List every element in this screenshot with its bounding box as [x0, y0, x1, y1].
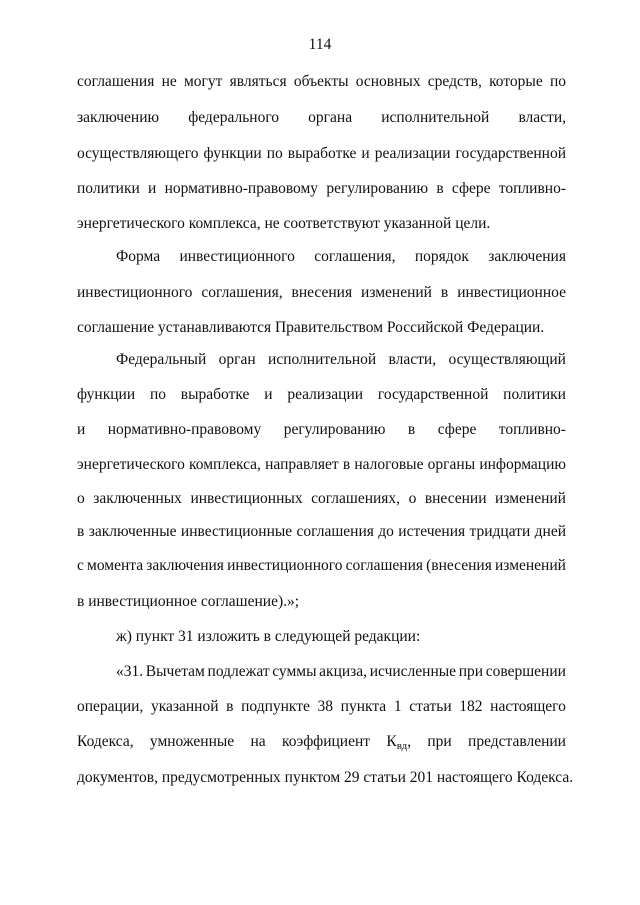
word: пункта	[340, 698, 387, 715]
word: представлении	[468, 733, 566, 750]
word: Федеральный	[116, 351, 207, 368]
word: порядок	[414, 248, 469, 265]
word: операции,	[77, 698, 144, 715]
text-line	[116, 350, 566, 370]
word: не	[161, 73, 177, 90]
text-line	[116, 247, 566, 267]
word: внесения	[291, 284, 353, 301]
word: до	[378, 523, 394, 540]
word: комплекса,	[189, 456, 261, 473]
word: в	[342, 456, 351, 473]
word: осуществляющий	[448, 351, 566, 368]
word: регулированию	[283, 421, 386, 438]
word: соглашения,	[201, 284, 283, 301]
word: информацию	[479, 456, 566, 473]
word: истечения	[398, 523, 466, 540]
word: внесении	[424, 490, 487, 507]
text-line	[77, 522, 566, 542]
word: являться	[229, 73, 287, 90]
text-line	[77, 108, 566, 128]
word: в	[226, 698, 234, 715]
word: Вычетам	[145, 663, 205, 680]
word: в	[77, 523, 85, 540]
word: настоящего	[490, 698, 566, 715]
word: и	[361, 145, 370, 162]
word: сфере	[451, 180, 491, 197]
word: заключенные	[88, 523, 177, 540]
word: о	[408, 490, 417, 507]
coefficient-subscript: вд	[396, 740, 408, 752]
word: статьи	[409, 698, 452, 715]
word: средств,	[427, 73, 482, 90]
word: функции	[77, 386, 136, 403]
text-line: ж) пункт 31 изложить в следующей редакции:	[116, 628, 421, 645]
word: коэффициент	[281, 733, 371, 750]
word: Кодекса,	[77, 733, 134, 750]
word: власти,	[518, 109, 566, 126]
text-line	[77, 455, 566, 475]
word: выработке	[180, 386, 250, 403]
word: акциза,	[319, 663, 368, 680]
word: на	[250, 733, 266, 750]
word: направляет	[265, 456, 339, 473]
text-line	[77, 697, 566, 717]
text-line: соглашение устанавливаются Правительством Российской Федерации.	[77, 319, 545, 336]
word: «31.	[116, 663, 144, 680]
word: топливно-	[498, 180, 566, 197]
word: функции	[203, 145, 262, 162]
word: исполнительной	[268, 351, 377, 368]
word: власти,	[388, 351, 437, 368]
word: подлежат	[207, 663, 270, 680]
word: умноженные	[149, 733, 235, 750]
word: объекты	[293, 73, 349, 90]
word: подпункте	[241, 698, 310, 715]
word: политики	[77, 180, 140, 197]
word: 1	[393, 698, 402, 715]
text-line	[77, 556, 566, 576]
text-line-coefficient	[77, 732, 566, 756]
word: сфере	[437, 421, 477, 438]
word: регулированию	[326, 180, 429, 197]
text-line	[77, 144, 566, 164]
word: которые	[489, 73, 543, 90]
word: с	[77, 557, 84, 574]
word: государственной	[377, 386, 489, 403]
word: заключению	[77, 109, 160, 126]
word: при	[427, 733, 452, 750]
text-line	[77, 283, 566, 303]
word: инвестиционного	[227, 557, 343, 574]
word: заключенных	[93, 490, 182, 507]
word: органа	[308, 109, 353, 126]
word: и	[148, 180, 157, 197]
text-line: энергетического комплекса, не соответствуют указанной цели.	[77, 215, 491, 232]
word: реализации	[287, 386, 364, 403]
word: в	[440, 284, 449, 301]
word: соглашениях,	[311, 490, 401, 507]
word: по	[149, 386, 166, 403]
word: инвестиционных	[190, 490, 303, 507]
word: Форма	[116, 248, 161, 265]
word: момента	[87, 557, 144, 574]
text-line	[77, 385, 566, 405]
word: соглашения	[345, 557, 423, 574]
word: инвестиционные	[180, 523, 293, 540]
word: инвестиционного	[77, 284, 193, 301]
word: могут	[183, 73, 223, 90]
word: реализации	[374, 145, 451, 162]
word: органы	[427, 456, 476, 473]
word: по	[549, 73, 566, 90]
word: нормативно-правовому	[164, 180, 319, 197]
word: изменений	[361, 284, 432, 301]
text-line: в инвестиционное соглашение).»;	[77, 593, 300, 610]
word: налоговые	[354, 456, 424, 473]
word: о	[77, 490, 85, 507]
word: энергетического	[77, 456, 185, 473]
word: заключения	[488, 248, 566, 265]
word: нормативно-правовому	[107, 421, 262, 438]
word: осуществляющего	[77, 145, 199, 162]
word: соглашения	[77, 73, 155, 90]
word: соглашения	[296, 523, 374, 540]
text-line	[116, 662, 566, 682]
word: 182	[459, 698, 483, 715]
word: по	[266, 145, 283, 162]
word: и	[264, 386, 273, 403]
word: дней	[534, 523, 566, 540]
word: инвестиционного	[179, 248, 295, 265]
word: при	[458, 663, 484, 680]
word: указанной	[150, 698, 219, 715]
word: совершении	[485, 663, 566, 680]
word: 38	[317, 698, 334, 715]
word: (внесения	[426, 557, 492, 574]
word: политики	[503, 386, 566, 403]
word: государственной	[455, 145, 566, 162]
word: исчисленные	[369, 663, 457, 680]
page-number: 114	[308, 36, 332, 53]
word: в	[407, 421, 416, 438]
text-line	[77, 420, 566, 440]
text-line	[77, 72, 566, 92]
word: исполнительной	[381, 109, 490, 126]
word: суммы	[272, 663, 317, 680]
word: изменений	[495, 490, 566, 507]
word: соглашения,	[314, 248, 396, 265]
word: выработке	[287, 145, 357, 162]
word: заключения	[146, 557, 224, 574]
word: топливно-	[498, 421, 566, 438]
word: тридцати	[469, 523, 531, 540]
word: федерального	[188, 109, 280, 126]
word: основных	[355, 73, 421, 90]
text-line	[77, 489, 566, 509]
text-line	[77, 179, 566, 199]
word: $К_{вд}$,	[386, 733, 412, 752]
word: и	[77, 421, 86, 438]
word: орган	[218, 351, 256, 368]
text-line: документов, предусмотренных пунктом 29 статьи 201 настоящего Кодекса.	[77, 769, 574, 786]
word: в	[436, 180, 444, 197]
word: изменений	[495, 557, 566, 574]
word: инвестиционное	[457, 284, 566, 301]
